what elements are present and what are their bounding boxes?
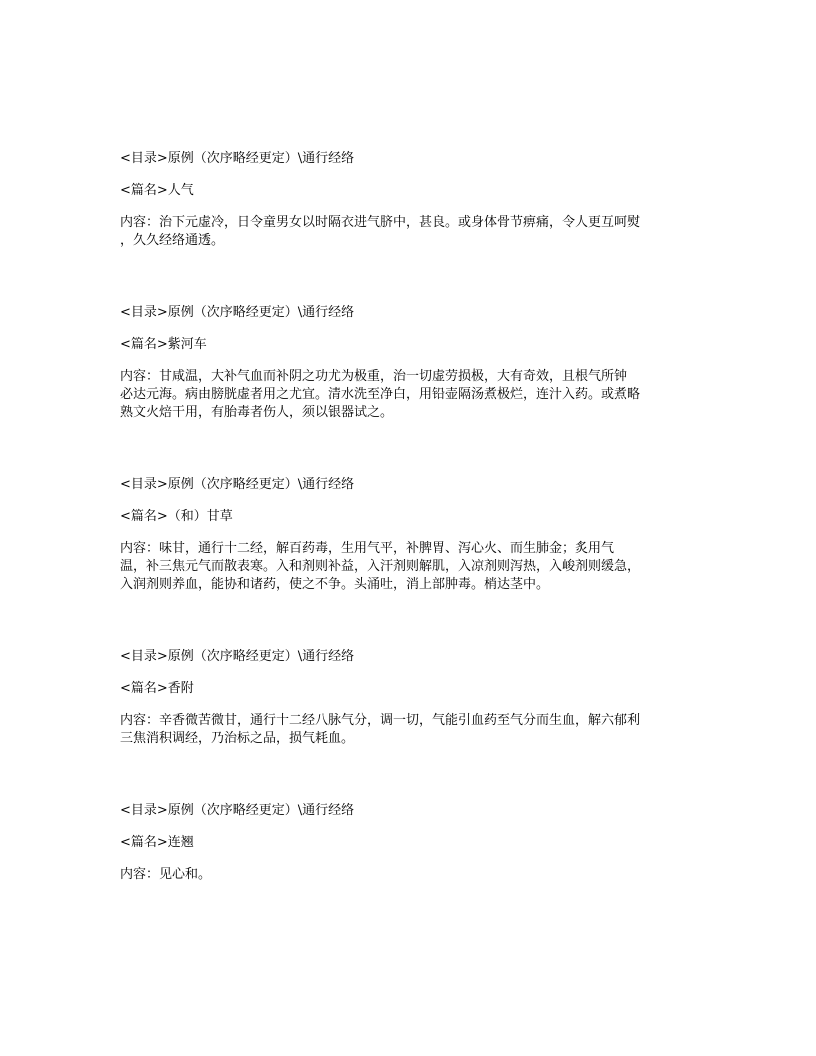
entry-xiang-fu [120,648,695,748]
entry-title: <篇名>紫河车 [120,337,207,352]
catalog-line: <目录>原例（次序略经更定）\通行经络 [120,649,355,664]
content-line: 内容：甘咸温，大补气血而补阴之功尤为极重，治一切虚劳损极，大有奇效，且根气所钟 [120,369,628,384]
content-line: 三焦消积调经，乃治标之品，损气耗血。 [120,731,355,746]
catalog-line: <目录>原例（次序略经更定）\通行经络 [120,803,355,818]
document-page [120,150,695,938]
content-line: ，久久经络通透。 [120,233,225,248]
content-line: 必达元海。病由膀胱虚者用之尤宜。清水洗至净白，用铅壶隔汤煮极烂，连汁入药。或煮略 [120,387,641,402]
content-line: 熟文火焙干用，有胎毒者伤人，须以银器试之。 [120,405,394,420]
content-line: 内容：见心和。 [120,867,212,882]
catalog-line: <目录>原例（次序略经更定）\通行经络 [120,477,355,492]
entry-title: <篇名>连翘 [120,835,194,850]
entry-content [120,368,695,422]
content-line: 内容：治下元虚冷，日令童男女以时隔衣进气脐中，甚良。或身体骨节痹痛，令人更互呵熨 [120,215,641,230]
entry-lian-qiao [120,802,695,884]
entry-content [120,866,695,884]
content-line: 入润剂则养血，能协和诸药，使之不争。头涌吐，消上部肿毒。梢达茎中。 [120,577,550,592]
entry-title: <篇名>人气 [120,183,194,198]
catalog-line: <目录>原例（次序略经更定）\通行经络 [120,151,355,166]
entry-content [120,540,695,594]
content-line: 内容：辛香微苦微甘，通行十二经八脉气分，调一切，气能引血药至气分而生血，解六郁利 [120,713,641,728]
entry-ren-qi [120,150,695,250]
catalog-line: <目录>原例（次序略经更定）\通行经络 [120,305,355,320]
content-line: 内容：味甘，通行十二经，解百药毒，生用气平，补脾胃、泻心火、而生肺金；炙用气 [120,541,615,556]
entry-title: <篇名>（和）甘草 [120,509,233,524]
entry-zi-he-che [120,304,695,422]
entry-content [120,712,695,748]
entry-title: <篇名>香附 [120,681,194,696]
entry-gan-cao [120,476,695,594]
entry-content [120,214,695,250]
content-line: 温，补三焦元气而散表寒。入和剂则补益，入汗剂则解肌，入凉剂则泻热，入峻剂则缓急， [120,559,641,574]
